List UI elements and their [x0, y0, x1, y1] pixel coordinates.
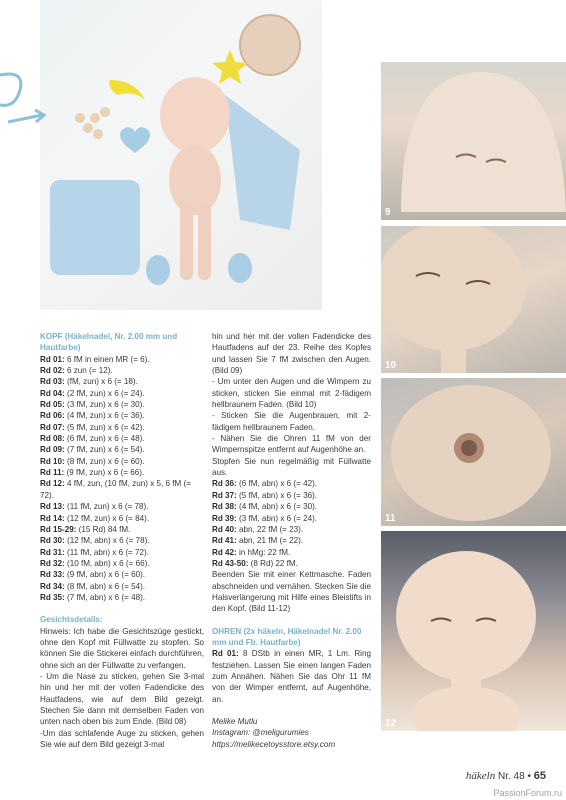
footer-bullet: • [527, 771, 531, 782]
ohren-round [212, 648, 371, 705]
round-line [40, 433, 204, 444]
round-line [40, 524, 204, 535]
round-label: Rd 13: [40, 502, 65, 512]
round-label: Rd 32: [40, 558, 65, 568]
kopf-heading: KOPF (Häkelnadel, Nr. 2.00 mm und Hautfarbe) [40, 332, 178, 353]
gesicht-nase: - Um die Nase zu sticken, gehen Sie 3-mal hin und her mit der vollen Fadendicke des Hautfadens, wie auf dem Bild gezeigt. Stechen Sie dann mit demselben Faden von unten nach oben bis zum Ende. (Bild 08) [40, 671, 204, 727]
round-text: (3 fM, abn) x 6 (= 24). [236, 513, 318, 523]
round-label: Rd 43-50: [212, 558, 249, 568]
kopf-end-text: Beenden Sie mit einer Kettmasche. Faden abschneiden und vernähen. Stecken Sie die Halsverlängerung mit Hilfe eines Bleistifts in den Kopf. (Bild 11-12) [212, 570, 371, 614]
round-text: (8 fM, abn) x 6 (= 54). [64, 581, 146, 591]
photo-number: 9 [385, 207, 391, 218]
round-line [40, 456, 204, 467]
round-text: (5 fM, abn) x 6 (= 36). [236, 490, 318, 500]
round-text: (7 fM, abn) x 6 (= 48). [64, 592, 146, 602]
instagram-link[interactable]: Instagram: @meligurumies [212, 728, 309, 738]
round-text: 6 zun (= 12). [64, 366, 113, 376]
round-label: Rd 42: [212, 547, 237, 557]
kopf-rounds [40, 354, 204, 604]
round-line [40, 365, 204, 376]
round-text: (12 fM, zun) x 6 (= 84). [64, 513, 150, 523]
round-line [40, 558, 204, 569]
round-line [212, 501, 371, 512]
round-line [40, 513, 204, 524]
round-text: (6 fM, zun) x 6 (= 48). [64, 434, 145, 444]
round-text: (15 Rd) 84 fM. [76, 524, 131, 534]
round-label: Rd 08: [40, 434, 65, 444]
round-label: Rd 38: [212, 502, 237, 512]
round-line [212, 513, 371, 524]
round-line [40, 444, 204, 455]
round-text: (6 fM, abn) x 6 (= 42). [236, 479, 318, 489]
round-text: (9 fM, abn) x 6 (= 60). [64, 570, 146, 580]
round-label: Rd 12: [40, 479, 65, 489]
photo-number: 11 [385, 513, 396, 524]
round-label: Rd 39: [212, 513, 237, 523]
round-label: Rd 09: [40, 445, 65, 455]
round-text: (8 fM, zun) x 6 (= 60). [64, 456, 145, 466]
round-text: (12 fM, abn) x 6 (= 78). [64, 536, 150, 546]
round-label: Rd 14: [40, 513, 65, 523]
gesicht-auge: -Um das schlafende Auge zu sticken, gehen Sie wie auf dem Bild gezeigt 3-mal [40, 728, 204, 750]
round-label: Rd 41: [212, 536, 237, 546]
round-text: (5 fM, zun) x 6 (= 42). [64, 422, 145, 432]
round-text: (11 fM, abn) x 6 (= 72). [64, 547, 149, 557]
step-11-photo [381, 378, 566, 526]
round-text: in hMg: 22 fM. [236, 547, 291, 557]
gesicht-stopfen: Stopfen Sie nun regelmäßig mit Füllwatte aus. [212, 456, 371, 478]
round-text: (3 fM, zun) x 6 (= 30). [64, 400, 145, 410]
gesicht-hinweis: Hinweis: Ich habe die Gesichtszüge gestickt, ohne den Kopf mit Füllwatte zu stopfen. So können Sie die Stickerei einfach durchführen, ohne sich an der Füllwatte zu verfangen. [40, 626, 204, 670]
arrow-icon [0, 60, 50, 140]
round-text: (11 fM, zun) x 6 (= 78). [64, 502, 149, 512]
round-label: Rd 40: [212, 524, 237, 534]
round-text: (4 fM, zun) x 6 (= 36). [64, 411, 145, 421]
step-9-photo [381, 62, 566, 220]
gesicht-wimpern: - Um unter den Augen und die Wimpern zu sticken, sticken Sie einmal mit 2-fädigem hellbraunem Faden. (Bild 10) [212, 377, 371, 410]
round-label: Rd 30: [40, 536, 65, 546]
round-text: (2 fM, zun) x 6 (= 24). [64, 388, 145, 398]
round-text: 6 fM in einen MR (= 6). [64, 354, 150, 364]
round-label: Rd 01: [212, 649, 239, 659]
round-label: Rd 11: [40, 468, 65, 478]
round-text: abn, 22 fM (= 23). [236, 524, 304, 534]
round-line [40, 592, 204, 603]
round-line [40, 478, 204, 501]
issue-number: Nr. 48 [497, 771, 525, 782]
round-label: Rd 37: [212, 490, 237, 500]
round-label: Rd 35: [40, 592, 65, 602]
round-line [212, 558, 371, 569]
round-label: Rd 36: [212, 479, 237, 489]
shop-link[interactable]: https://melikecetoysstore.etsy.com [212, 739, 336, 749]
round-line [212, 478, 371, 489]
gesicht-ohren: - Nähen Sie die Ohren 11 fM von der Wimpernspitze entfernt auf Augenhöhe an. [212, 434, 371, 455]
round-line [40, 422, 204, 433]
round-line [40, 467, 204, 478]
round-line [212, 547, 371, 558]
step-12-photo [381, 531, 566, 731]
round-line [40, 581, 204, 592]
round-line [40, 501, 204, 512]
doll-with-outfit-photo [40, 0, 322, 310]
gesicht-brauen: - Sticken Sie die Augenbrauen, mit 2-fädigem hellbraunem Faden. [212, 411, 371, 432]
round-label: Rd 03: [40, 377, 65, 387]
ohren-heading: OHREN (2x häkeln, Häkelnadel Nr. 2.00 mm und Fb. Hautfarbe) [212, 626, 362, 647]
page-footer [466, 770, 546, 782]
round-text: (7 fM, zun) x 6 (= 54). [64, 445, 145, 455]
round-text: 4 fM, zun, (10 fM, zun) x 5, 6 fM (= 72). [40, 479, 191, 500]
round-text: (10 fM, abn) x 6 (= 66). [64, 558, 150, 568]
page-number: 65 [533, 770, 546, 782]
watermark-text: PassionForum.ru [493, 788, 562, 798]
gesicht-heading: Gesichtsdetails: [40, 615, 103, 625]
round-label: Rd 07: [40, 422, 65, 432]
round-label: Rd 33: [40, 570, 65, 580]
round-text: abn, 21 fM (= 22). [236, 536, 304, 546]
step-10-photo [381, 226, 566, 373]
round-line [212, 535, 371, 546]
round-line [40, 399, 204, 410]
round-text: 8 DStb in einen MR, 1 Lm. Ring festziehen. Lassen Sie einen langen Faden zum Annähen. Nähen Sie das Ohr 11 fM von der Wimper entfernt, auf Augenhöhe, an. [212, 649, 371, 704]
round-label: Rd 34: [40, 581, 65, 591]
left-column [40, 331, 204, 750]
round-line [40, 535, 204, 546]
round-line [212, 524, 371, 535]
round-line [40, 410, 204, 421]
author-name: Melike Mutlu [212, 717, 258, 726]
round-line [40, 388, 204, 399]
gesicht-auge-cont: hin und her mit der vollen Fadendicke des Hautfadens auf der 23. Reihe des Kopfes und lassen Sie 7 fM zwischen den Augen. (Bild 09) [212, 332, 371, 376]
round-text: (9 fM, zun) x 6 (= 66). [64, 468, 145, 478]
round-line [40, 547, 204, 558]
round-text: (8 Rd) 22 fM. [248, 558, 298, 568]
round-line [212, 490, 371, 501]
round-label: Rd 31: [40, 547, 65, 557]
magazine-brand: häkeln [465, 770, 496, 782]
round-label: Rd 06: [40, 411, 65, 421]
round-label: Rd 04: [40, 388, 65, 398]
photo-number: 12 [385, 718, 397, 729]
round-line [40, 376, 204, 387]
round-text: (fM, zun) x 6 (= 18). [64, 377, 138, 387]
round-label: Rd 01: [40, 354, 65, 364]
right-column [212, 331, 371, 750]
round-text: (4 fM, abn) x 6 (= 30). [236, 502, 318, 512]
round-label: Rd 02: [40, 366, 65, 376]
round-line [40, 569, 204, 580]
photo-number: 10 [385, 360, 397, 371]
round-label: Rd 05: [40, 400, 65, 410]
round-label: Rd 10: [40, 456, 65, 466]
kopf2-rounds [212, 478, 371, 569]
round-line [40, 354, 204, 365]
round-label: Rd 15-29: [40, 524, 77, 534]
